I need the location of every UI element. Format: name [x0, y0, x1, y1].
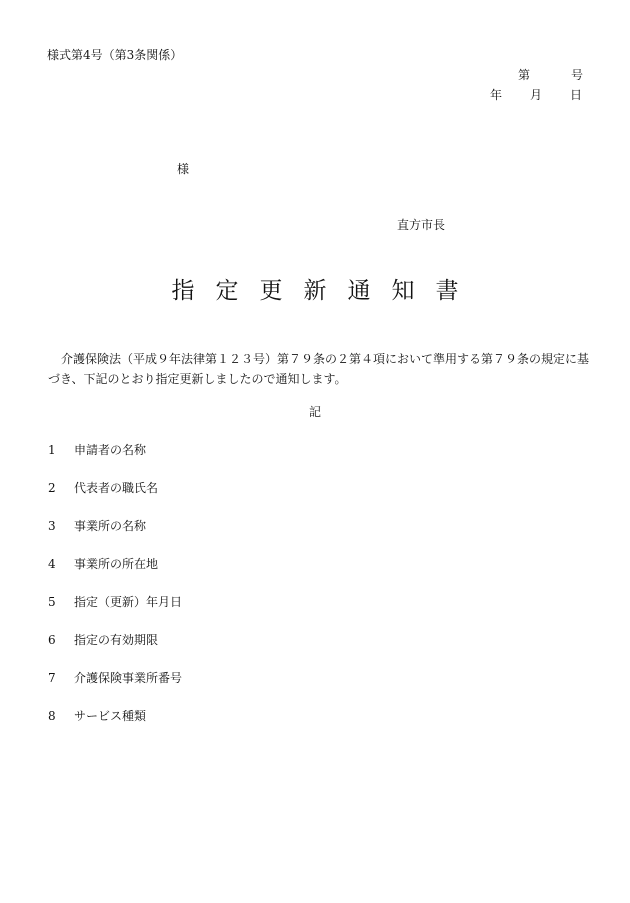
- list-item: [48, 520, 182, 558]
- date-day-label: 日: [570, 88, 583, 102]
- item-label: 指定の有効期限: [74, 633, 159, 647]
- addressee-suffix: 様: [177, 162, 190, 176]
- item-label: 申請者の名称: [74, 443, 147, 457]
- item-label: 介護保険事業所番号: [74, 671, 183, 685]
- item-label: 指定（更新）年月日: [74, 595, 183, 609]
- item-number: 8: [48, 709, 56, 723]
- reference-dai-label: 第: [518, 68, 531, 82]
- item-number: 7: [48, 671, 56, 685]
- list-item: [48, 634, 182, 672]
- item-number: 1: [48, 443, 56, 457]
- date-year-label: 年: [490, 88, 503, 102]
- issuer-name: 直方市長: [397, 218, 446, 232]
- reference-go-label: 号: [571, 68, 584, 82]
- item-number: 6: [48, 633, 56, 647]
- item-number: 5: [48, 595, 56, 609]
- document-title: 指定更新通知書: [171, 278, 480, 304]
- item-number: 2: [48, 481, 56, 495]
- date-month-label: 月: [530, 88, 543, 102]
- list-item: [48, 558, 182, 596]
- ki-heading: 記: [308, 405, 321, 419]
- item-list: [48, 444, 182, 748]
- form-number-label: 様式第4号（第3条関係）: [47, 48, 183, 62]
- item-label: 事業所の名称: [74, 519, 147, 533]
- item-label: サービス種類: [74, 709, 147, 723]
- list-item: [48, 444, 182, 482]
- list-item: [48, 596, 182, 634]
- body-paragraph: 介護保険法（平成９年法律第１２３号）第７９条の２第４項において準用する第７９条の規定に基づき、下記のとおり指定更新しましたので通知します。: [48, 352, 590, 386]
- list-item: [48, 710, 182, 748]
- item-number: 4: [48, 557, 56, 571]
- item-number: 3: [48, 519, 56, 533]
- list-item: [48, 482, 182, 520]
- item-label: 事業所の所在地: [74, 557, 159, 571]
- item-label: 代表者の職氏名: [74, 481, 159, 495]
- list-item: [48, 672, 182, 710]
